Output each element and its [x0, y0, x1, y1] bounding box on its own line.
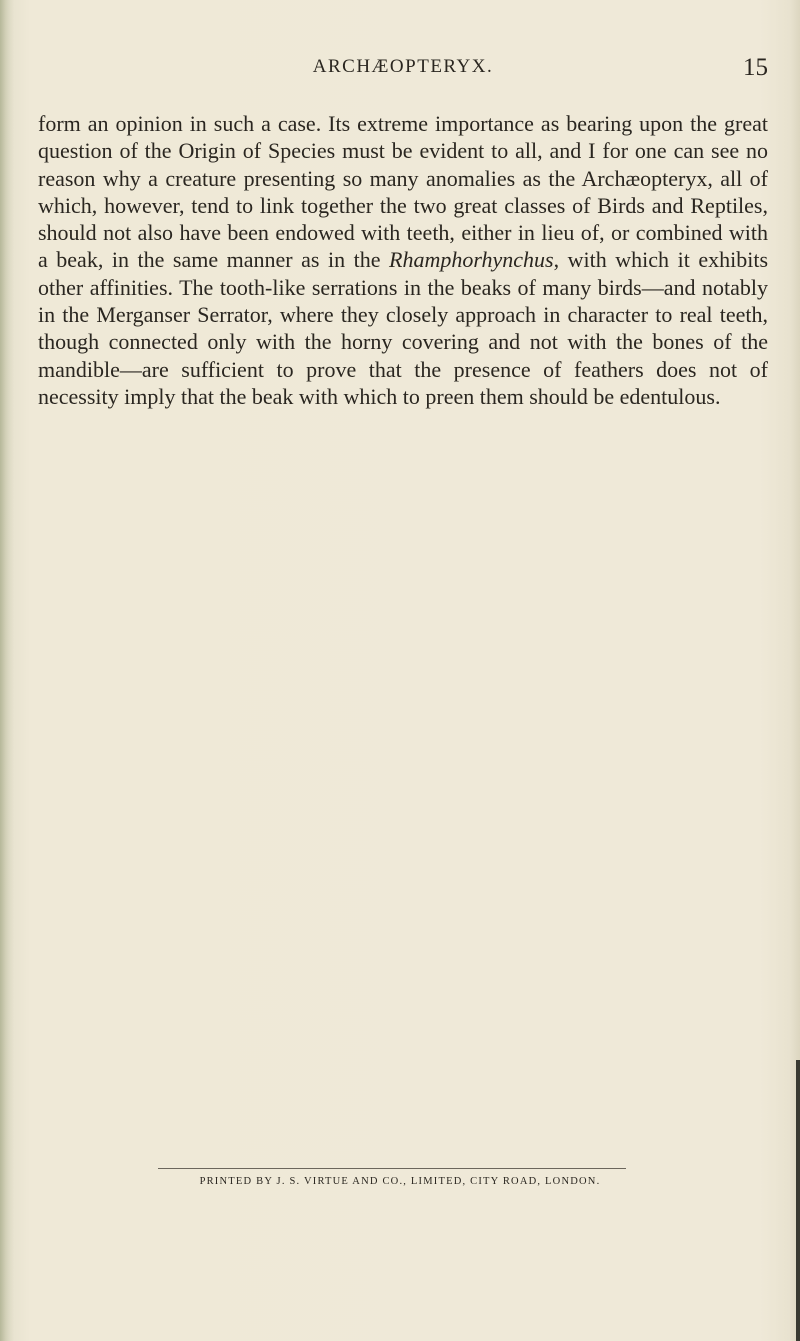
printer-imprint: PRINTED BY J. S. VIRTUE AND CO., LIMITED, CITY ROAD, LONDON.	[199, 1176, 601, 1187]
body-paragraph	[38, 110, 768, 410]
body-text-part-1: form an opinion in such a case. Its extreme importance as bearing upon the great question of the Origin of Species must be evident to all, and I for one can see no reason why a creature presenting so many anomalies as the Archæopteryx, all of which, however, tend to link together the two great classes of Birds and Reptiles, should not also have been endowed with teeth, either in lieu of, or combined with a beak, in the same manner as in the	[38, 111, 768, 273]
imprint-divider	[158, 1168, 626, 1169]
running-head: ARCHÆOPTERYX.	[312, 56, 494, 77]
page-header	[38, 56, 768, 86]
italic-genus-name: Rhamphorhynchus	[389, 247, 554, 273]
page-edge-shadow	[796, 1060, 800, 1341]
page-number: 15	[743, 54, 768, 81]
body-text-part-2: , with which it exhibits other affinities. The tooth-like serrations in the beaks of many birds—and notably in the Merganser Serrator, where they closely approach in character to real teeth, though connected only with the horny covering and not with the bones of the mandible—are sufficient to prove that the presence of feathers does not of necessity imply that the beak with which to preen them should be edentulous.	[38, 247, 769, 409]
page-gutter-shadow	[0, 0, 14, 1341]
